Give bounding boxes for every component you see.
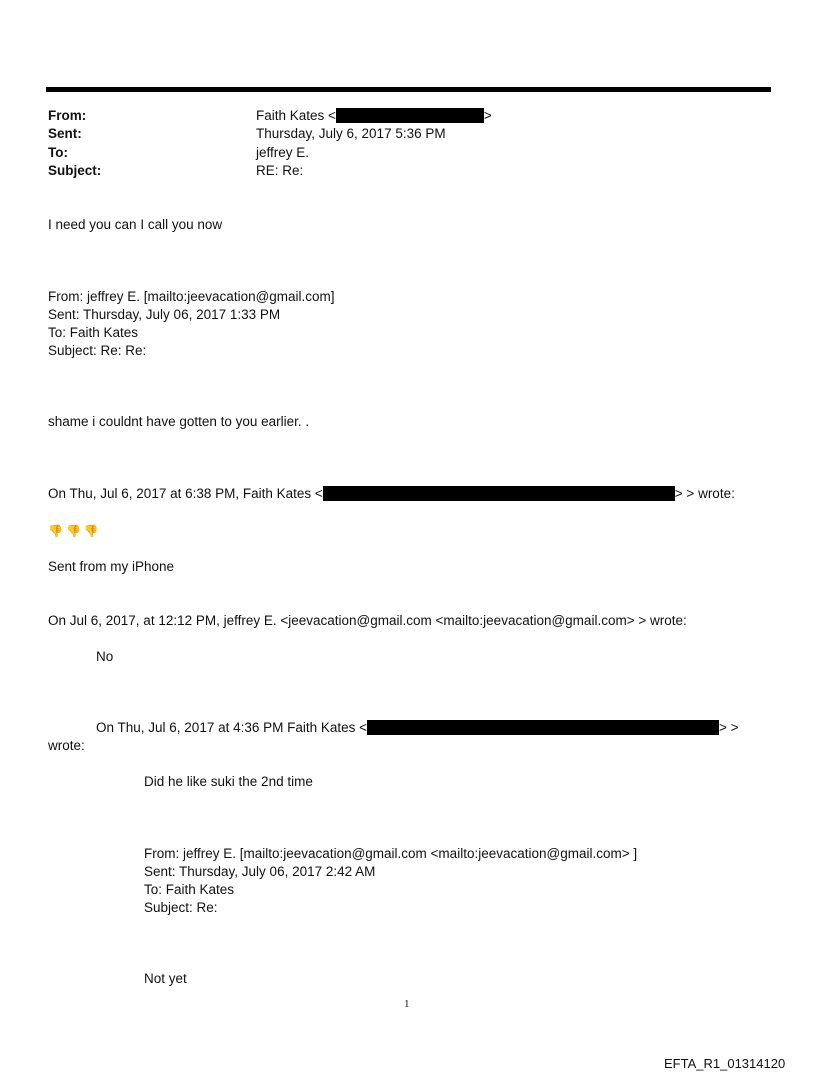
on-wrote-prefix: On Thu, Jul 6, 2017 at 4:36 PM Faith Kates < <box>96 720 368 735</box>
page-number: 1 <box>404 998 410 1010</box>
message-line: shame i couldnt have gotten to you earlier. . <box>48 414 310 429</box>
message-line: Did he like suki the 2nd time <box>144 774 313 789</box>
header-rule <box>46 87 771 92</box>
sent-from-line: Sent from my iPhone <box>48 559 175 574</box>
quoted-from: From: jeffrey E. [mailto:jeevacation@gmail.com <mailto:jeevacation@gmail.com> ] <box>144 846 638 861</box>
on-wrote-line <box>96 719 739 737</box>
to-value: jeffrey E. <box>256 145 310 160</box>
sent-label: Sent: <box>48 126 82 141</box>
subject-value: RE: Re: <box>256 163 304 178</box>
message-line: Not yet <box>144 971 187 986</box>
thumbs-down-icon: 👎👎👎 <box>48 524 102 538</box>
message-line: I need you can I call you now <box>48 217 223 232</box>
redaction-bar <box>367 720 719 735</box>
from-label: From: <box>48 108 87 123</box>
sent-value: Thursday, July 6, 2017 5:36 PM <box>256 126 446 141</box>
on-wrote-suffix: > > wrote: <box>674 486 735 501</box>
quoted-to: To: Faith Kates <box>48 325 139 340</box>
quoted-from: From: jeffrey E. [mailto:jeevacation@gmail.com] <box>48 289 335 304</box>
from-end: > <box>483 108 492 123</box>
quoted-subject: Subject: Re: <box>144 900 218 915</box>
on-wrote-wrap: wrote: <box>48 738 85 753</box>
from-value <box>256 107 492 125</box>
quoted-sent: Sent: Thursday, July 06, 2017 2:42 AM <box>144 864 376 879</box>
from-name: Faith Kates < <box>256 108 336 123</box>
message-line: No <box>96 649 114 664</box>
document-id: EFTA_R1_01314120 <box>664 1056 786 1071</box>
redaction-bar <box>336 108 484 123</box>
on-wrote-line: On Jul 6, 2017, at 12:12 PM, jeffrey E. <jeevacation@gmail.com <mailto:jeevacation@gmail.com> > wrote: <box>48 613 687 628</box>
redaction-bar <box>323 486 675 501</box>
quoted-sent: Sent: Thursday, July 06, 2017 1:33 PM <box>48 307 281 322</box>
quoted-to: To: Faith Kates <box>144 882 235 897</box>
subject-label: Subject: <box>48 163 102 178</box>
quoted-subject: Subject: Re: Re: <box>48 343 147 358</box>
on-wrote-suffix: > > <box>719 720 739 735</box>
on-wrote-line <box>48 485 735 503</box>
on-wrote-prefix: On Thu, Jul 6, 2017 at 6:38 PM, Faith Kates < <box>48 486 323 501</box>
to-label: To: <box>48 145 68 160</box>
